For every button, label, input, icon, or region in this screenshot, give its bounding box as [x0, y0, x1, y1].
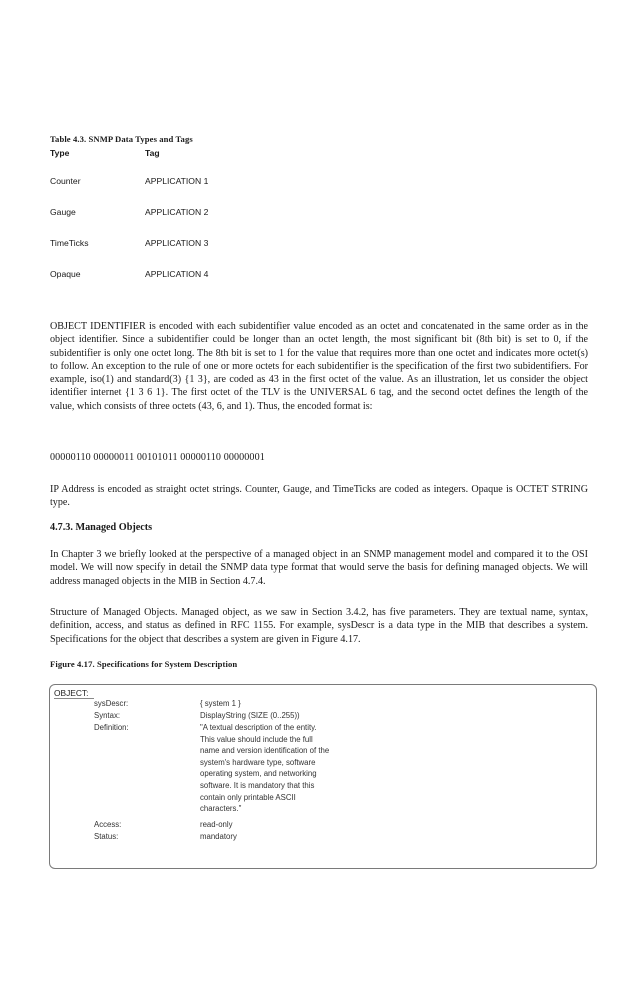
column-header-type: Type: [50, 148, 70, 158]
encoded-octets: 00000110 00000011 00101011 00000110 00000001: [50, 452, 265, 463]
table-cell-tag: APPLICATION 3: [145, 238, 209, 248]
table-row: [50, 269, 350, 300]
table-header-row: [50, 148, 350, 176]
figure-caption: Figure 4.17. Specifications for System Description: [50, 659, 238, 669]
table-cell-type: Gauge: [50, 207, 76, 217]
object-label: OBJECT:: [54, 688, 94, 699]
table-cell-tag: APPLICATION 1: [145, 176, 209, 186]
table-row: [50, 238, 350, 269]
spec-label: Definition:: [94, 723, 129, 732]
table-cell-type: Counter: [50, 176, 81, 186]
managed-objects-paragraph: In Chapter 3 we briefly looked at the perspective of a managed object in an SNMP management model and compared it to the OSI model. We will now specify in detail the SNMP data type format that would serve the basis for defining managed objects. We will address managed objects in the MIB in Section 4.7.4.: [50, 549, 588, 587]
spec-value: { system 1 }: [200, 699, 241, 708]
system-description-spec: [49, 684, 597, 869]
table-cell-type: Opaque: [50, 269, 81, 279]
object-identifier-paragraph: OBJECT IDENTIFIER is encoded with each subidentifier value encoded as an octet and concatenated in the same order as in the object identifier. Since a subidentifier could be longer than an octet length, the most significant bit (8th bit) is set to 0, if the subidentifier is only one octet long. The 8th bit is set to 1 for the value that requires more than one octet and indicates more octet(s) to follow. An exception to the rule of one or more octets for each subidentifier is the specification of the first two subidentifiers. For example, iso(1) and standard(3) {1 3}, are coded as 43 in the first octet of the value. As an illustration, let us consider the object identifier internet {1 3 6 1}. The first octet of the TLV is the UNIVERSAL 6 tag, and the second octet defines the length of the value, which consists of three octets (43, 6, and 1). Thus, the encoded format is:: [50, 321, 588, 412]
table-row: [50, 176, 350, 207]
table-row: [50, 207, 350, 238]
spec-value: read-only: [200, 820, 233, 829]
section-heading: 4.7.3. Managed Objects: [50, 522, 153, 533]
table-cell-type: TimeTicks: [50, 238, 89, 248]
table-cell-tag: APPLICATION 4: [145, 269, 209, 279]
column-header-tag: Tag: [145, 148, 160, 158]
table-caption: Table 4.3. SNMP Data Types and Tags: [50, 134, 193, 144]
spec-label: Status:: [94, 832, 119, 841]
spec-value: "A textual description of the entity. This value should include the full name and version identification of the system's hardware type, software operating system, and networking software. It is mandatory that this contain only printable ASCII characters.": [200, 723, 330, 814]
table-cell-tag: APPLICATION 2: [145, 207, 209, 217]
spec-label: Syntax:: [94, 711, 121, 720]
spec-label: Access:: [94, 820, 122, 829]
spec-value: mandatory: [200, 832, 237, 841]
data-types-table: [50, 148, 350, 300]
structure-paragraph: Structure of Managed Objects. Managed object, as we saw in Section 3.4.2, has five parameters. They are textual name, syntax, definition, access, and status as defined in RFC 1155. For example, sysDescr is a data type in the MIB that describes a system. Specifications for the object that describes a system are given in Figure 4.17.: [50, 607, 588, 645]
spec-label: sysDescr:: [94, 699, 129, 708]
ip-address-paragraph: IP Address is encoded as straight octet strings. Counter, Gauge, and TimeTicks are coded as integers. Opaque is OCTET STRING type.: [50, 484, 588, 509]
spec-value: DisplayString (SIZE (0..255)): [200, 711, 300, 720]
